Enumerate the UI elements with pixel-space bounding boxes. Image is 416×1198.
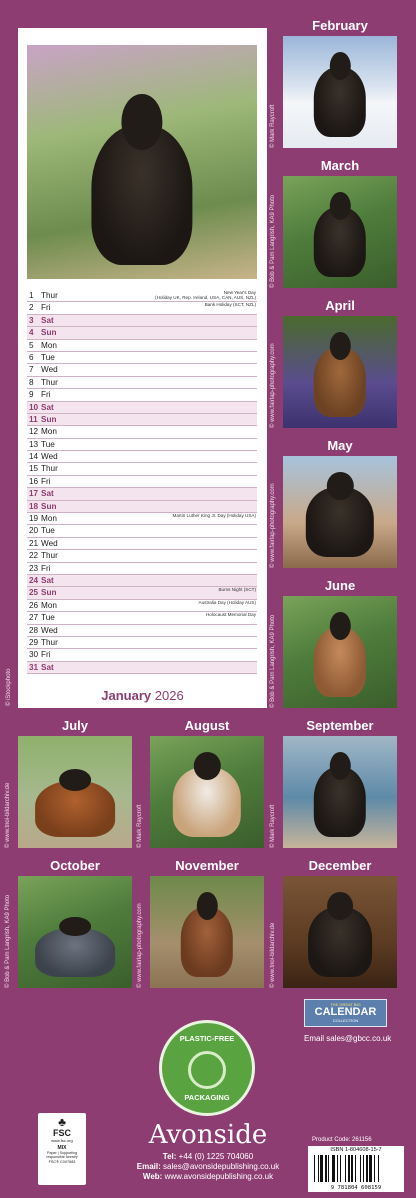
day-note: Martin Luther King Jr. Day (Holiday USA) xyxy=(172,513,256,519)
june-title: June xyxy=(324,578,356,593)
day-row xyxy=(27,364,257,376)
barcode-bar xyxy=(360,1155,361,1182)
day-weekday: Mon xyxy=(41,514,57,524)
day-number: 1 xyxy=(29,291,34,300)
day-number: 8 xyxy=(29,377,34,387)
day-number: 20 xyxy=(29,526,39,536)
barcode-bar xyxy=(345,1155,346,1182)
barcode-bar xyxy=(374,1155,375,1182)
day-row xyxy=(27,501,257,513)
day-number: 22 xyxy=(29,551,39,561)
day-number: 23 xyxy=(29,563,39,573)
may-title: May xyxy=(327,438,353,453)
day-number: 10 xyxy=(29,402,39,412)
day-weekday: Sun xyxy=(41,588,57,598)
day-number: 29 xyxy=(29,637,39,647)
day-row xyxy=(27,402,257,414)
barcode-bar xyxy=(325,1155,327,1182)
day-number: 5 xyxy=(29,340,34,350)
day-weekday: Mon xyxy=(41,427,57,437)
day-weekday: Mon xyxy=(41,340,57,350)
fsc-code: FSC® C007683 xyxy=(48,1160,76,1164)
day-row xyxy=(27,451,257,463)
day-number: 12 xyxy=(29,427,39,437)
july-title: July xyxy=(61,718,88,733)
plastic-free-badge xyxy=(159,1020,255,1116)
april-title: April xyxy=(325,298,355,313)
barcode-bar xyxy=(355,1155,356,1182)
fsc-logo xyxy=(38,1113,86,1185)
day-row xyxy=(27,476,257,488)
april-photo xyxy=(283,316,397,428)
publisher-name: Avonside xyxy=(148,1120,268,1150)
gbcc-badge-main: CALENDAR xyxy=(314,1006,377,1018)
day-number: 2 xyxy=(29,303,34,313)
day-weekday: Tue xyxy=(41,613,55,623)
day-row xyxy=(27,587,257,599)
barcode-bar xyxy=(318,1155,319,1182)
day-weekday: Tue xyxy=(41,439,55,449)
day-row xyxy=(27,414,257,426)
may-credit: © www.fairlap-photography.com xyxy=(270,483,276,568)
october-photo xyxy=(18,876,132,988)
day-weekday: Wed xyxy=(41,538,58,548)
barcode-bar xyxy=(369,1155,372,1182)
publisher-email: sales@avonsidepublishing.co.uk xyxy=(163,1162,280,1171)
day-row xyxy=(27,513,257,525)
day-row xyxy=(27,327,257,339)
day-row xyxy=(27,389,257,401)
october-title: October xyxy=(50,858,100,873)
february-photo xyxy=(283,36,397,148)
day-note: Bank Holiday (SCT, NZL) xyxy=(204,302,256,308)
day-row xyxy=(27,538,257,550)
publisher-contact xyxy=(108,1152,308,1182)
publisher-web: www.avonsidepublishing.co.uk xyxy=(164,1172,274,1181)
day-row xyxy=(27,525,257,537)
day-note: New Year's Day (Holiday UK, Rep. Ireland, USA, CAN, AUS, NZL) xyxy=(155,290,256,301)
november-title: November xyxy=(175,858,239,873)
day-number: 6 xyxy=(29,352,34,362)
day-number: 18 xyxy=(29,501,39,511)
day-row xyxy=(27,426,257,438)
calendar-panel xyxy=(18,28,267,708)
gbcc-badge xyxy=(304,999,387,1027)
day-row xyxy=(27,550,257,562)
publisher-email-label: Email: xyxy=(136,1162,161,1171)
day-weekday: Sat xyxy=(41,662,54,672)
fsc-label: FSC xyxy=(53,1128,71,1138)
july-photo xyxy=(18,736,132,848)
july-credit: © www.tnoi-bildarchiv.de xyxy=(5,782,11,848)
product-code: Product Code: 261156 xyxy=(312,1137,372,1143)
month-label xyxy=(18,688,267,703)
gbcc-email: Email sales@gbcc.co.uk xyxy=(304,1034,392,1043)
day-weekday: Thur xyxy=(41,551,58,561)
day-weekday: Sun xyxy=(41,414,57,424)
barcode-bar xyxy=(320,1155,323,1182)
gbcc-badge-bottom: COLLECTION xyxy=(332,1018,359,1023)
barcode-bar xyxy=(363,1155,364,1182)
hero-credit: © iStockphoto xyxy=(6,668,12,706)
day-note: Holocaust Memorial Day xyxy=(205,612,256,618)
day-weekday: Thur xyxy=(41,464,58,474)
publisher-web-label: Web: xyxy=(142,1172,163,1181)
day-number: 31 xyxy=(29,662,39,672)
day-weekday: Sat xyxy=(41,315,54,325)
gbcc-badge-top: THE GREAT BIG xyxy=(330,1002,361,1007)
barcode-bar xyxy=(332,1155,335,1182)
day-number: 30 xyxy=(29,650,39,660)
day-weekday: Sat xyxy=(41,575,54,585)
day-row xyxy=(27,600,257,612)
day-number: 15 xyxy=(29,464,39,474)
april-credit: © www.fairlap-photography.com xyxy=(270,343,276,428)
day-weekday: Fri xyxy=(41,390,51,400)
august-title: August xyxy=(184,718,230,733)
barcode-bar xyxy=(348,1155,350,1182)
day-row xyxy=(27,340,257,352)
day-number: 3 xyxy=(29,315,34,325)
day-weekday: Tue xyxy=(41,526,55,536)
barcode-box xyxy=(308,1146,404,1192)
barcode-bar xyxy=(337,1155,338,1182)
day-weekday: Fri xyxy=(41,476,51,486)
day-row xyxy=(27,637,257,649)
day-note: Australia Day (Holiday AUS) xyxy=(198,599,256,605)
barcode-digits: 9 781804 608159 xyxy=(330,1185,382,1191)
day-weekday: Tue xyxy=(41,352,55,362)
august-photo xyxy=(150,736,264,848)
day-number: 24 xyxy=(29,575,39,585)
day-row xyxy=(27,352,257,364)
june-photo xyxy=(283,596,397,708)
day-weekday: Wed xyxy=(41,365,58,375)
plastic-free-line1: PLASTIC-FREE xyxy=(179,1034,235,1043)
barcode-bar xyxy=(366,1155,368,1182)
barcode-bar xyxy=(328,1155,329,1182)
hero-dog-photo xyxy=(27,45,257,279)
day-list xyxy=(27,290,257,674)
day-number: 13 xyxy=(29,439,39,449)
day-number: 7 xyxy=(29,365,34,375)
day-weekday: Fri xyxy=(41,650,51,660)
august-credit: © Mark Raycroft xyxy=(137,804,143,848)
month-year: 2026 xyxy=(154,688,184,703)
march-title: March xyxy=(320,158,360,173)
publisher-tel-line xyxy=(108,1152,308,1162)
day-row xyxy=(27,488,257,500)
plastic-free-line2: PACKAGING xyxy=(184,1093,230,1102)
day-row xyxy=(27,625,257,637)
publisher-web-line xyxy=(108,1172,308,1182)
day-weekday: Mon xyxy=(41,600,57,610)
february-title: February xyxy=(312,18,368,33)
day-weekday: Fri xyxy=(41,563,51,573)
barcode-bars xyxy=(314,1155,398,1182)
november-photo xyxy=(150,876,264,988)
day-number: 16 xyxy=(29,476,39,486)
day-row xyxy=(27,662,257,674)
fsc-tree-icon: ♣ xyxy=(58,1115,66,1129)
barcode-bar xyxy=(351,1155,353,1182)
day-number: 4 xyxy=(29,328,34,338)
day-number: 17 xyxy=(29,489,39,499)
day-row xyxy=(27,302,257,314)
day-number: 21 xyxy=(29,538,39,548)
day-row xyxy=(27,575,257,587)
day-note: Burns Night (SCT) xyxy=(218,587,256,593)
day-row xyxy=(27,612,257,624)
december-photo xyxy=(283,876,397,988)
day-row xyxy=(27,563,257,575)
september-credit: © Mark Raycroft xyxy=(270,804,276,848)
september-title: September xyxy=(306,718,374,733)
publisher-email-line xyxy=(108,1162,308,1172)
march-credit: © Bob & Pam Langrish, KA9 Photo xyxy=(270,194,276,288)
publisher-tel: +44 (0) 1225 704060 xyxy=(178,1152,254,1161)
day-number: 11 xyxy=(29,414,38,424)
november-credit: © www.fairlap-photography.com xyxy=(137,903,143,988)
may-photo xyxy=(283,456,397,568)
isbn-text: ISBN 1-804608-15-7 xyxy=(330,1147,382,1153)
day-row xyxy=(27,439,257,451)
day-number: 14 xyxy=(29,452,39,462)
publisher-tel-label: Tel: xyxy=(162,1152,177,1161)
barcode-bar xyxy=(340,1155,341,1182)
day-weekday: Wed xyxy=(41,625,58,635)
day-row xyxy=(27,315,257,327)
fsc-desc: Paper | Supporting responsible forestry xyxy=(46,1151,78,1159)
day-weekday: Fri xyxy=(41,303,51,313)
day-row xyxy=(27,290,257,302)
fsc-url: www.fsc.org xyxy=(51,1138,73,1143)
barcode-bar xyxy=(378,1155,379,1182)
day-weekday: Sun xyxy=(41,501,57,511)
december-credit: © www.tnoi-bildarchiv.de xyxy=(270,922,276,988)
day-row xyxy=(27,649,257,661)
day-weekday: Thur xyxy=(41,637,58,647)
october-credit: © Bob & Pam Langrish, KA9 Photo xyxy=(5,894,11,988)
december-title: December xyxy=(308,858,372,873)
day-weekday: Thur xyxy=(41,291,58,300)
day-row xyxy=(27,463,257,475)
day-number: 28 xyxy=(29,625,39,635)
day-row xyxy=(27,377,257,389)
day-weekday: Sun xyxy=(41,328,57,338)
day-number: 25 xyxy=(29,588,39,598)
day-weekday: Sat xyxy=(41,402,54,412)
march-photo xyxy=(283,176,397,288)
september-photo xyxy=(283,736,397,848)
day-weekday: Sat xyxy=(41,489,54,499)
day-number: 26 xyxy=(29,600,39,610)
day-weekday: Wed xyxy=(41,452,58,462)
month-name: January xyxy=(101,688,152,703)
february-credit: © Mark Raycroft xyxy=(270,104,276,148)
june-credit: © Bob & Pam Langrish, KA9 Photo xyxy=(270,614,276,708)
day-number: 9 xyxy=(29,390,34,400)
day-number: 19 xyxy=(29,514,39,524)
day-number: 27 xyxy=(29,613,39,623)
fsc-mix: MIX xyxy=(57,1145,67,1151)
day-weekday: Thur xyxy=(41,377,58,387)
barcode-bar xyxy=(314,1155,315,1182)
recycle-leaves-icon xyxy=(188,1051,226,1089)
